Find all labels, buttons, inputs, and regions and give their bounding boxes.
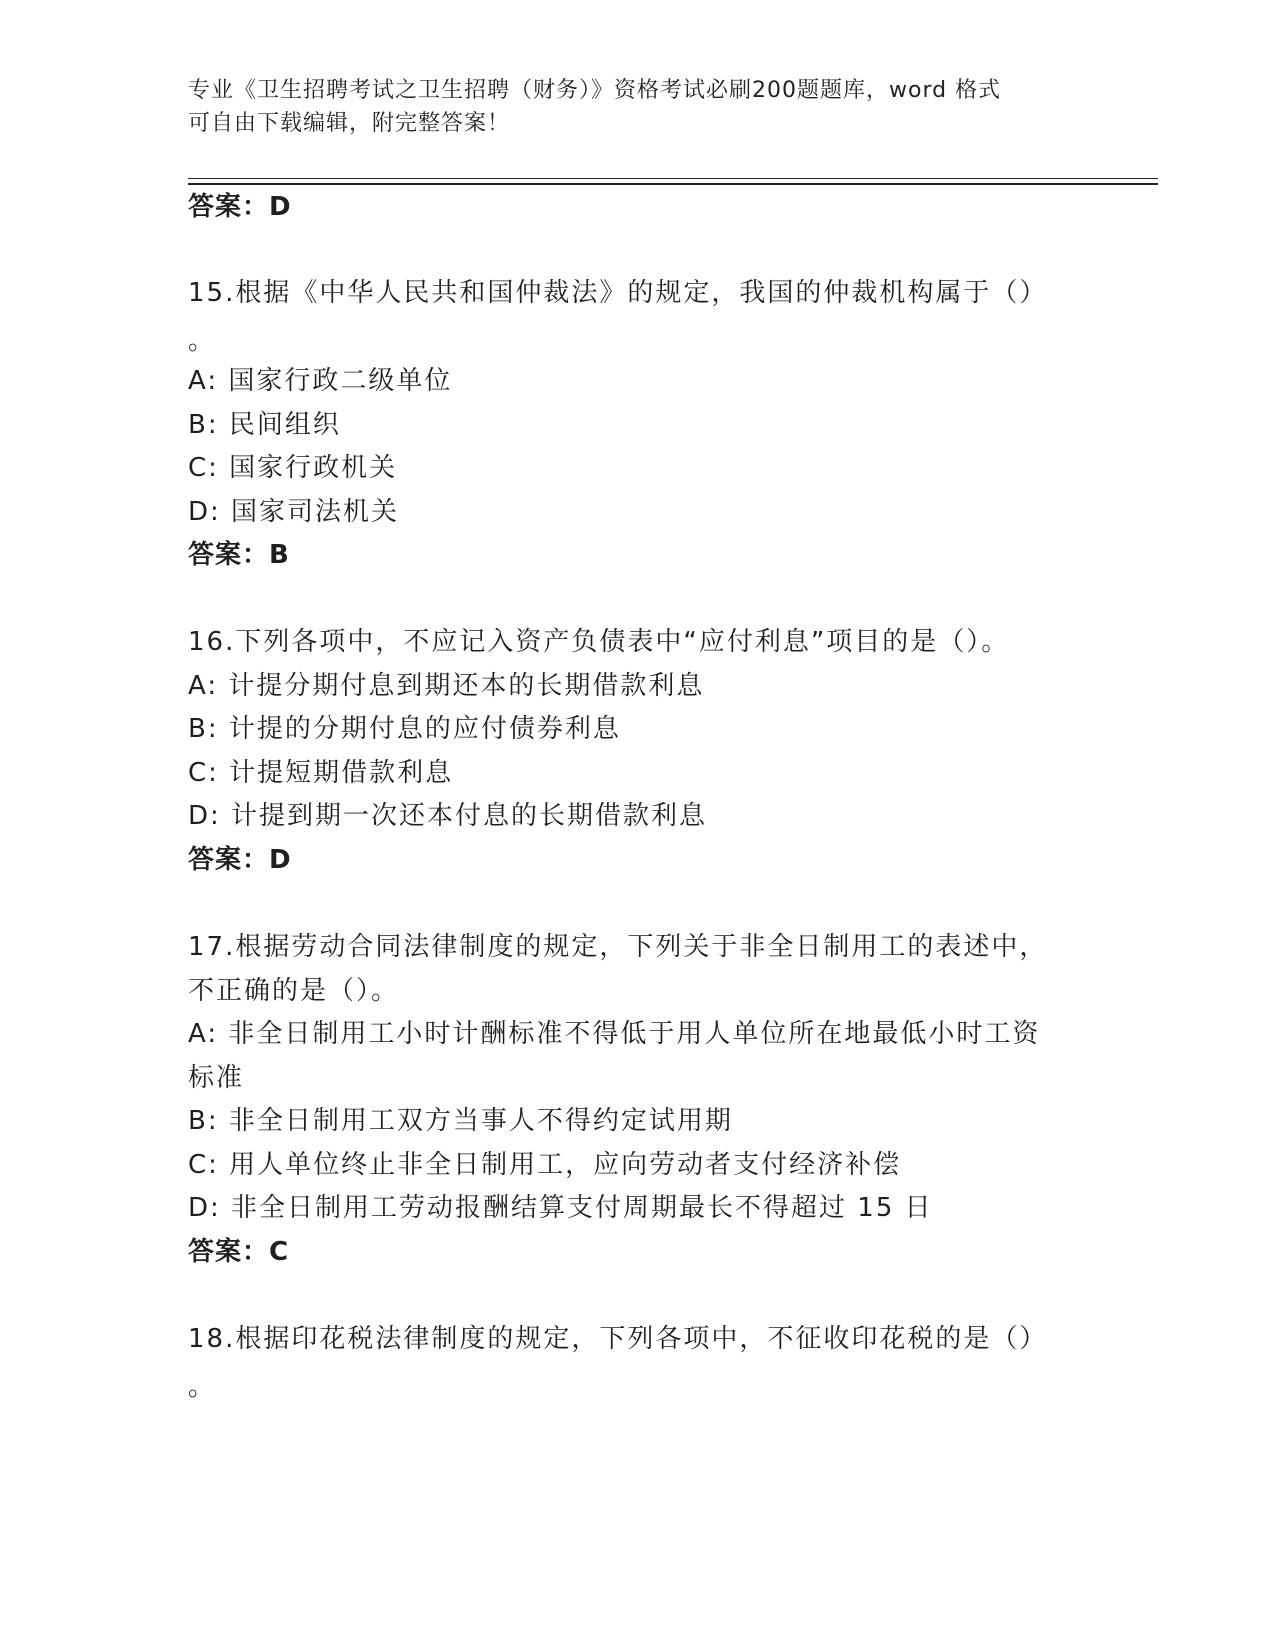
question-15-option-d: D: 国家司法机关	[188, 497, 400, 527]
question-17-option-a: A: 非全日制用工小时计酬标准不得低于用人单位所在地最低小时工资	[188, 1019, 1041, 1049]
question-15-option-a: A: 国家行政二级单位	[188, 366, 453, 396]
answer-previous: 答案：D	[188, 192, 292, 222]
question-17-option-a-cont: 标准	[188, 1063, 245, 1093]
question-15-line-1: 15.根据《中华人民共和国仲裁法》的规定，我国的仲裁机构属于（）	[188, 278, 1048, 308]
question-16-line-1: 16.下列各项中，不应记入资产负债表中“应付利息”项目的是（）。	[188, 627, 1010, 657]
question-17-option-b: B: 非全日制用工双方当事人不得约定试用期	[188, 1106, 733, 1136]
question-17-line-1: 17.根据劳动合同法律制度的规定，下列关于非全日制用工的表述中，	[188, 932, 1048, 962]
question-17-answer: 答案：C	[188, 1237, 290, 1267]
question-15-line-2: 。	[188, 326, 217, 356]
header-divider-thick	[188, 183, 1158, 185]
question-16-option-c: C: 计提短期借款利息	[188, 758, 454, 788]
question-16-option-b: B: 计提的分期付息的应付债券利息	[188, 714, 621, 744]
question-17-option-d: D: 非全日制用工劳动报酬结算支付周期最长不得超过 15 日	[188, 1193, 933, 1223]
header-line-1: 专业《卫生招聘考试之卫生招聘（财务）》资格考试必刷200题题库，word 格式	[188, 78, 1002, 103]
document-header	[188, 74, 1088, 140]
question-15-option-c: C: 国家行政机关	[188, 453, 398, 483]
question-18-line-2: 。	[188, 1372, 217, 1402]
question-15-option-b: B: 民间组织	[188, 410, 341, 440]
question-16-answer: 答案：D	[188, 845, 292, 875]
header-line-2: 可自由下载编辑，附完整答案！	[188, 111, 511, 136]
question-16-option-a: A: 计提分期付息到期还本的长期借款利息	[188, 671, 705, 701]
header-divider-thin	[188, 178, 1158, 179]
question-15-answer: 答案：B	[188, 540, 290, 570]
question-17-option-c: C: 用人单位终止非全日制用工，应向劳动者支付经济补偿	[188, 1150, 902, 1180]
question-18-line-1: 18.根据印花税法律制度的规定，下列各项中，不征收印花税的是（）	[188, 1324, 1048, 1354]
question-17-line-2: 不正确的是（）。	[188, 976, 400, 1006]
question-16-option-d: D: 计提到期一次还本付息的长期借款利息	[188, 801, 708, 831]
